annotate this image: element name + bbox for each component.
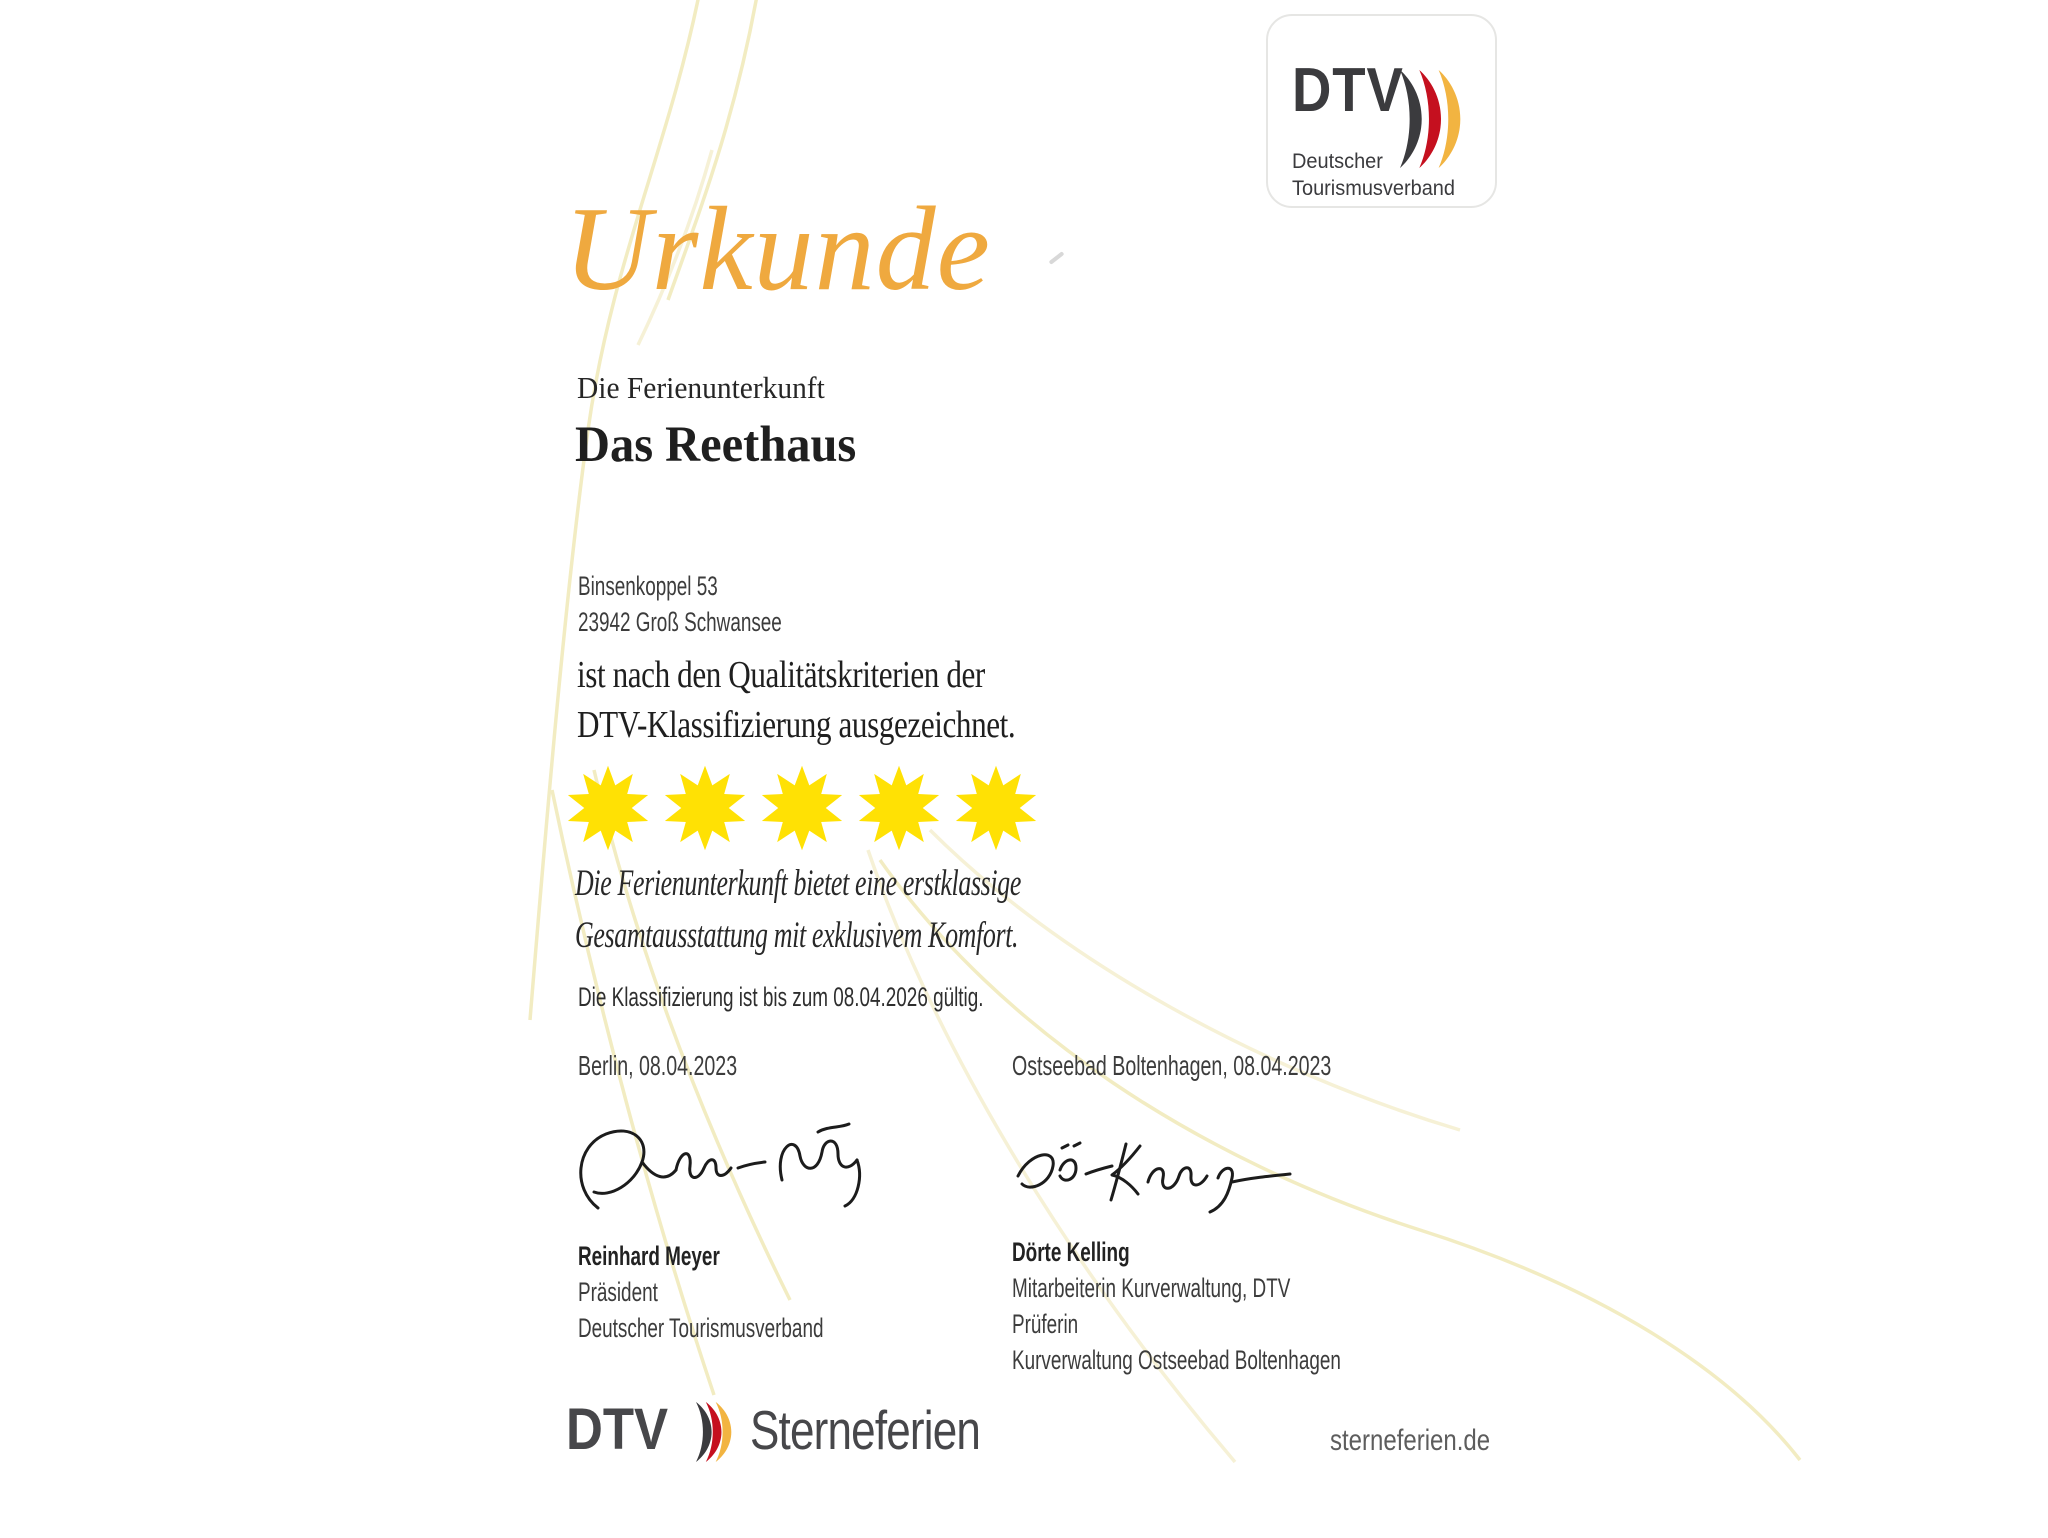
rating-line1: Die Ferienunterkunft bietet eine erstklassige [575,863,1021,904]
signatory-right-role2: Prüferin [1012,1309,1079,1339]
footer-chevrons-icon [696,1402,740,1462]
validity-note: Die Klassifizierung ist bis zum 08.04.2026 gültig. [578,982,984,1012]
star-icon [564,764,652,852]
footer-dtv-text: DTV [566,1397,669,1462]
certificate-title: Urkunde [564,182,991,315]
footer-website: sterneferien.de [1330,1424,1491,1457]
signatory-right-role3: Kurverwaltung Ostseebad Boltenhagen [1012,1345,1341,1375]
footer-brand-logo [566,1394,1038,1466]
place-date-left: Berlin, 08.04.2023 [578,1050,738,1081]
address-line2: 23942 Groß Schwansee [578,607,782,637]
signatory-right [1012,1234,1482,1378]
signatory-left-name: Reinhard Meyer [578,1241,720,1271]
award-line2: DTV-Klassifizierung ausgezeichnet. [577,704,1016,746]
star-icon [855,764,943,852]
star-icon [661,764,749,852]
dtv-logo-text: DTV [1292,56,1404,125]
signatory-left-role2: Deutscher Tourismusverband [578,1313,824,1343]
property-name: Das Reethaus [575,417,857,473]
property-address [578,568,869,640]
place-date-right: Ostseebad Boltenhagen, 08.04.2023 [1012,1050,1332,1081]
signatory-right-role1: Mitarbeiterin Kurverwaltung, DTV [1012,1273,1291,1303]
award-statement [577,650,1112,750]
signatory-right-name: Dörte Kelling [1012,1237,1130,1267]
award-line1: ist nach den Qualitätskriterien der [577,654,985,696]
signatory-left-role1: Präsident [578,1277,658,1307]
address-line1: Binsenkoppel 53 [578,571,718,601]
intro-label: Die Ferienunterkunft [577,370,825,405]
dtv-org-line2: Tourismusverband [1292,177,1456,200]
rating-line2: Gesamtausstattung mit exklusivem Komfort. [575,915,1019,956]
star-icon [952,764,1040,852]
dtv-org-line1: Deutscher [1292,150,1383,173]
dtv-logo-box [1266,14,1497,208]
signature-doerte-kelling [998,1128,1308,1233]
dtv-org-name [1292,148,1464,202]
rating-description [575,858,1212,962]
signature-reinhard-meyer [568,1116,908,1241]
star-rating [564,764,1040,852]
footer-brand-name: Sterneferien [750,1398,981,1461]
signatory-left [578,1238,929,1346]
scan-artifact [1049,251,1065,265]
star-icon [758,764,846,852]
